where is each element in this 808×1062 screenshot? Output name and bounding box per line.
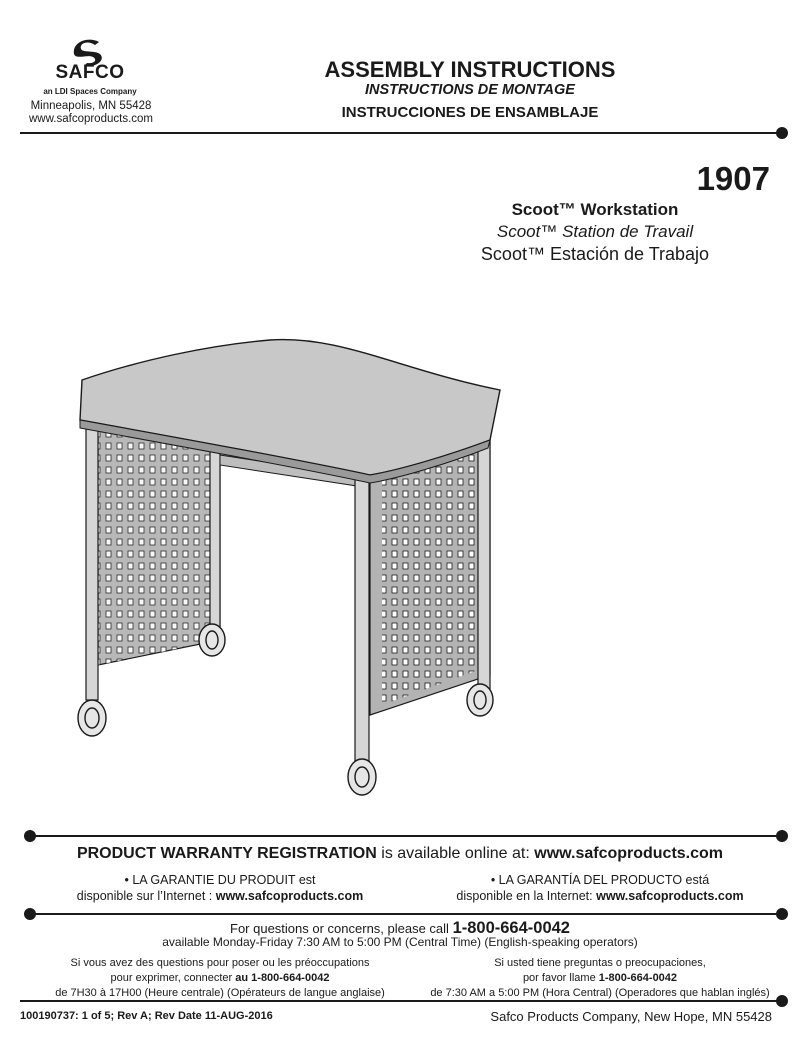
contact-spanish-line1: Si usted tiene preguntas o preocupaciones, bbox=[494, 957, 706, 969]
brand-name: SAFCO bbox=[55, 62, 125, 83]
contact-spanish-line2 bbox=[420, 971, 780, 986]
footer-rule bbox=[20, 1000, 780, 1002]
contact-spanish-line3: de 7:30 AM a 5:00 PM (Hora Central) (Operadores que hablan inglés) bbox=[430, 987, 770, 999]
warranty-french-url[interactable]: www.safcoproducts.com bbox=[215, 889, 364, 903]
product-name-spanish: Scoot™ Estación de Trabajo bbox=[480, 244, 710, 264]
warranty-bottom-rule bbox=[30, 913, 780, 915]
title-english: ASSEMBLY INSTRUCTIONS bbox=[324, 57, 616, 82]
warranty-url[interactable]: www.safcoproducts.com bbox=[534, 845, 724, 862]
warranty-spanish-prefix: disponible en la Internet: bbox=[456, 889, 597, 903]
warranty-french-line2 bbox=[40, 888, 400, 904]
workstation-illustration bbox=[70, 320, 510, 800]
contact-french-line3: de 7H30 à 17H00 (Heure centrale) (Opérateurs de langue anglaise) bbox=[55, 987, 385, 999]
warranty-french bbox=[40, 872, 400, 904]
brand-city: Minneapolis, MN 55428 bbox=[30, 100, 152, 112]
contact-hours: available Monday-Friday 7:30 AM to 5:00 PM (Central Time) (English-speaking operators) bbox=[162, 935, 638, 949]
model-number: 1907 bbox=[696, 160, 770, 197]
contact-spanish bbox=[420, 956, 780, 1001]
product-name-english: Scoot™ Workstation bbox=[511, 200, 679, 219]
warranty-spanish-line2 bbox=[420, 888, 780, 904]
title-french: INSTRUCTIONS DE MONTAGE bbox=[365, 82, 575, 98]
contact-spanish-prefix: por favor llame bbox=[522, 972, 599, 984]
contact-french bbox=[40, 956, 400, 1001]
header-rule bbox=[20, 132, 780, 134]
contact-french-phone[interactable]: au 1-800-664-0042 bbox=[235, 972, 330, 984]
warranty-spanish-line1: • LA GARANTÍA DEL PRODUCTO está bbox=[490, 873, 710, 887]
warranty-lead: PRODUCT WARRANTY REGISTRATION bbox=[76, 845, 377, 862]
footer-rule-endpoint bbox=[776, 995, 788, 1007]
brand-website[interactable]: www.safcoproducts.com bbox=[29, 113, 153, 125]
contact-spanish-phone[interactable]: 1-800-664-0042 bbox=[598, 972, 678, 984]
warranty-bottom-rule-start bbox=[24, 908, 36, 920]
company-address: Safco Products Company, New Hope, MN 55428 bbox=[490, 1009, 772, 1024]
warranty-top-rule-start bbox=[24, 830, 36, 842]
warranty-bottom-rule-end bbox=[776, 908, 788, 920]
warranty-top-rule bbox=[30, 835, 780, 837]
contact-french-line2 bbox=[40, 971, 400, 986]
warranty-registration bbox=[30, 845, 770, 863]
contact-french-prefix: pour exprimer, connecter bbox=[110, 972, 236, 984]
document-id: 100190737: 1 of 5; Rev A; Rev Date 11-AUG-2016 bbox=[20, 1010, 273, 1022]
warranty-spanish bbox=[420, 872, 780, 904]
contact-phone[interactable]: 1-800-664-0042 bbox=[452, 919, 570, 937]
title-spanish: INSTRUCCIONES DE ENSAMBLAJE bbox=[341, 104, 599, 121]
warranty-middle: is available online at: bbox=[376, 845, 535, 862]
brand-subtitle: an LDI Spaces Company bbox=[43, 87, 137, 96]
warranty-spanish-url[interactable]: www.safcoproducts.com bbox=[596, 889, 744, 903]
contact-french-line1: Si vous avez des questions pour poser ou les préoccupations bbox=[70, 957, 370, 969]
contact-prefix: For questions or concerns, please call bbox=[230, 921, 453, 936]
header-rule-endpoint bbox=[776, 127, 788, 139]
product-name-french: Scoot™ Station de Travail bbox=[496, 222, 694, 241]
warranty-french-line1: • LA GARANTIE DU PRODUIT est bbox=[124, 873, 316, 887]
warranty-top-rule-end bbox=[776, 830, 788, 842]
warranty-french-prefix: disponible sur l’Internet : bbox=[76, 889, 216, 903]
